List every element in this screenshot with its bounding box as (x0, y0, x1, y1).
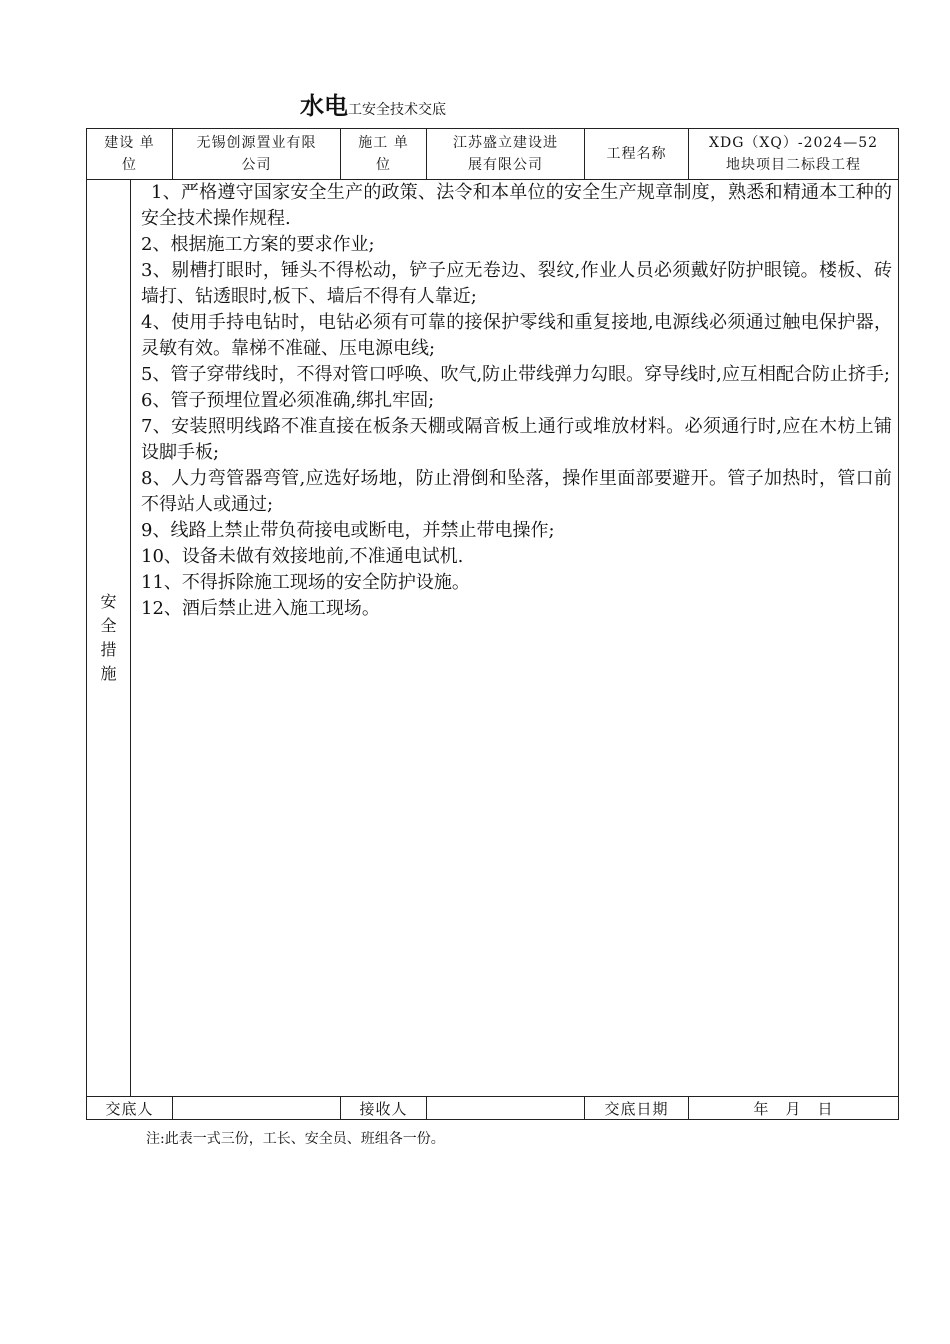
receiver-field[interactable] (427, 1097, 585, 1120)
title-sub: 工安全技术交底 (348, 102, 446, 118)
measure-item: 5、管子穿带线时，不得对管口呼唤、吹气,防止带线弹力勾眼。穿导线时,应互相配合防止挤手; (141, 364, 890, 385)
handover-person-field[interactable] (173, 1097, 341, 1120)
measure-item: 9、线路上禁止带负荷接电或断电，并禁止带电操作; (141, 520, 555, 541)
handover-date-label: 交底日期 (585, 1097, 689, 1120)
measure-item: 4、使用手持电钻时，电钻必须有可靠的接保护零线和重复接地,电源线必须通过触电保护器，灵敏有效。靠梯不准碰、压电源电线; (141, 312, 893, 359)
measure-item: 3、剔槽打眼时，锤头不得松动，铲子应无卷边、裂纹,作业人员必须戴好防护眼镜。楼板、砖墙打、钻透眼时,板下、墙后不得有人靠近; (141, 260, 893, 307)
measure-item: 12、酒后禁止进入施工现场。 (141, 598, 380, 619)
footnote: 注:此表一式三份，工长、安全员、班组各一份。 (146, 1131, 445, 1147)
safety-measures-content (131, 180, 899, 1097)
project-label-cell: 工程名称 (585, 129, 689, 180)
receiver-label: 接收人 (341, 1097, 427, 1120)
document-title (300, 86, 446, 126)
title-main: 水电 (300, 92, 348, 120)
signature-row (87, 1097, 899, 1120)
handover-date-field[interactable]: 年 月 日 (689, 1097, 899, 1120)
measure-item: 2、根据施工方案的要求作业; (141, 234, 375, 255)
handover-person-label: 交底人 (87, 1097, 173, 1120)
header-row (87, 129, 899, 180)
disclosure-form (86, 128, 899, 1120)
contractor-value-cell: 江苏盛立建设进 展有限公司 (427, 129, 585, 180)
contractor-label-cell: 施工 单 位 (341, 129, 427, 180)
measure-item: 10、设备未做有效接地前,不准通电试机. (141, 546, 464, 567)
measure-item: 7、安装照明线路不准直接在板条天棚或隔音板上通行或堆放材料。必须通行时,应在木枋上铺设脚手板; (141, 416, 893, 463)
measure-item: 8、人力弯管器弯管,应选好场地，防止滑倒和坠落，操作里面部要避开。管子加热时，管口前不得站人或通过; (141, 468, 893, 515)
owner-label-cell: 建设 单 位 (87, 129, 173, 180)
measure-item: 1、严格遵守国家安全生产的政策、法令和本单位的安全生产规章制度，熟悉和精通本工种的安全技术操作规程. (141, 182, 893, 229)
owner-value-cell: 无锡创源置业有限 公司 (173, 129, 341, 180)
project-value-cell: XDG（XQ）-2024—52 地块项目二标段工程 (689, 129, 899, 180)
measure-item: 6、管子预埋位置必须准确,绑扎牢固; (141, 390, 435, 411)
measure-item: 11、不得拆除施工现场的安全防护设施。 (141, 572, 470, 593)
safety-measures-label: 安 全 措 施 (87, 180, 131, 1097)
measures-row (87, 180, 899, 1097)
